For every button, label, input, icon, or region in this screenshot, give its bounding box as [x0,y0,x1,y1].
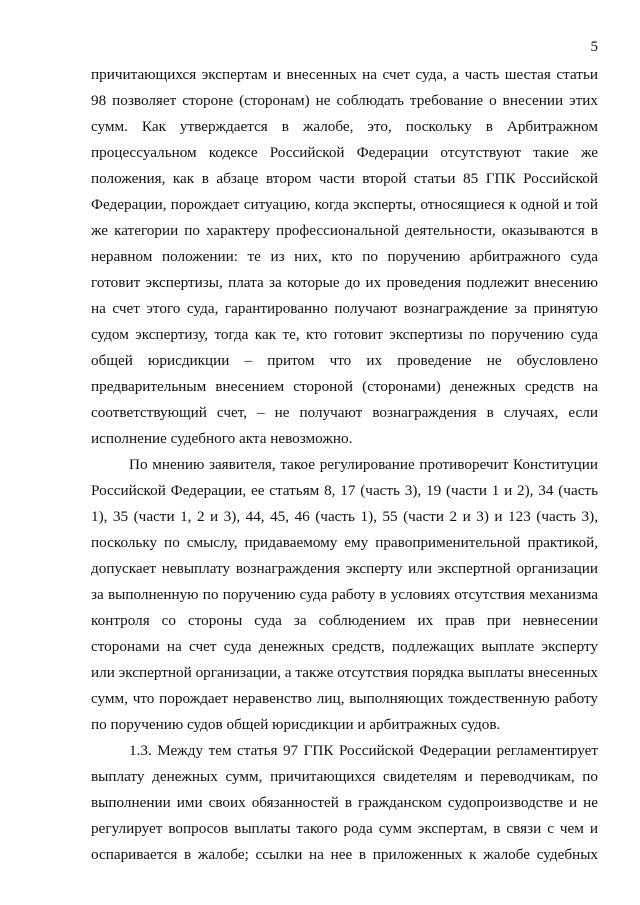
text-line: 98 позволяет стороне (сторонам) не соблюдать требование о внесении этих [91,92,598,109]
text-line: сторонами на счет суда денежных средств, подлежащих выплате эксперту [91,638,598,655]
text-line: 1.3. Между тем статья 97 ГПК Российской Федерации регламентирует [129,742,598,759]
text-line: соответствующий счет, – не получают вознаграждения в случаях, если [91,404,598,421]
text-line: исполнение судебного акта невозможно. [91,430,353,447]
text-line: сумм. Как утверждается в жалобе, это, поскольку в Арбитражном [91,118,598,135]
text-line: контроля со стороны суда за соблюдением их прав при невнесении [91,612,598,629]
text-line: предварительным внесением стороной (сторонами) денежных средств на [91,378,598,395]
text-line: выполнении ими своих обязанностей в гражданском судопроизводстве и не [91,794,598,811]
paragraph-2 [91,452,598,738]
text-line: 1), 35 (части 1, 2 и 3), 44, 45, 46 (часть 1), 55 (части 2 и 3) и 123 (часть 3), [91,508,598,525]
paragraph-1 [91,62,598,452]
text-line: допускает невыплату вознаграждения эксперту или экспертной организации [91,560,598,577]
page-number: 5 [590,39,598,55]
text-line: или экспертной организации, а также отсутствия порядка выплаты внесенных [91,664,598,681]
text-line: общей юрисдикции – притом что их проведение не обусловлено [91,352,598,369]
text-line: готовит экспертизы, плата за которые до их проведения подлежит внесению [91,274,598,291]
text-line: на счет этого суда, гарантированно получают вознаграждение за принятую [91,300,598,317]
text-line: Российской Федерации, ее статьям 8, 17 (часть 3), 19 (части 1 и 2), 34 (часть [91,482,598,499]
text-line: поскольку по смыслу, придаваемому ему правоприменительной практикой, [91,534,598,551]
text-line: сумм, что порождает неравенство лиц, выполняющих тождественную работу [91,690,598,707]
text-line: положения, как в абзаце втором части второй статьи 85 ГПК Российской [91,170,598,187]
document-body [91,62,598,868]
text-line: причитающихся экспертам и внесенных на счет суда, а часть шестая статьи [91,66,598,83]
text-line: процессуальном кодексе Российской Федерации отсутствуют такие же [91,144,598,161]
text-line: неравном положении: те из них, кто по поручению арбитражного суда [91,248,598,265]
text-line: за выполненную по поручению суда работу в условиях отсутствия механизма [91,586,598,603]
text-line: Федерации, порождает ситуацию, когда эксперты, относящиеся к одной и той [91,196,598,213]
text-line: регулирует вопросов выплаты такого рода сумм экспертам, в связи с чем и [91,820,598,837]
text-line: судом экспертизу, тогда как те, кто готовит экспертизы по поручению суда [91,326,598,343]
text-line: выплату денежных сумм, причитающихся свидетелям и переводчикам, по [91,768,598,785]
paragraph-3 [91,738,598,868]
text-line: оспаривается в жалобе; ссылки на нее в приложенных к жалобе судебных [91,846,598,863]
text-line: По мнению заявителя, такое регулирование противоречит Конституции [129,456,598,473]
text-line: по поручению судов общей юрисдикции и арбитражных судов. [91,716,501,733]
text-line: же категории по характеру профессиональной деятельности, оказываются в [91,222,598,239]
